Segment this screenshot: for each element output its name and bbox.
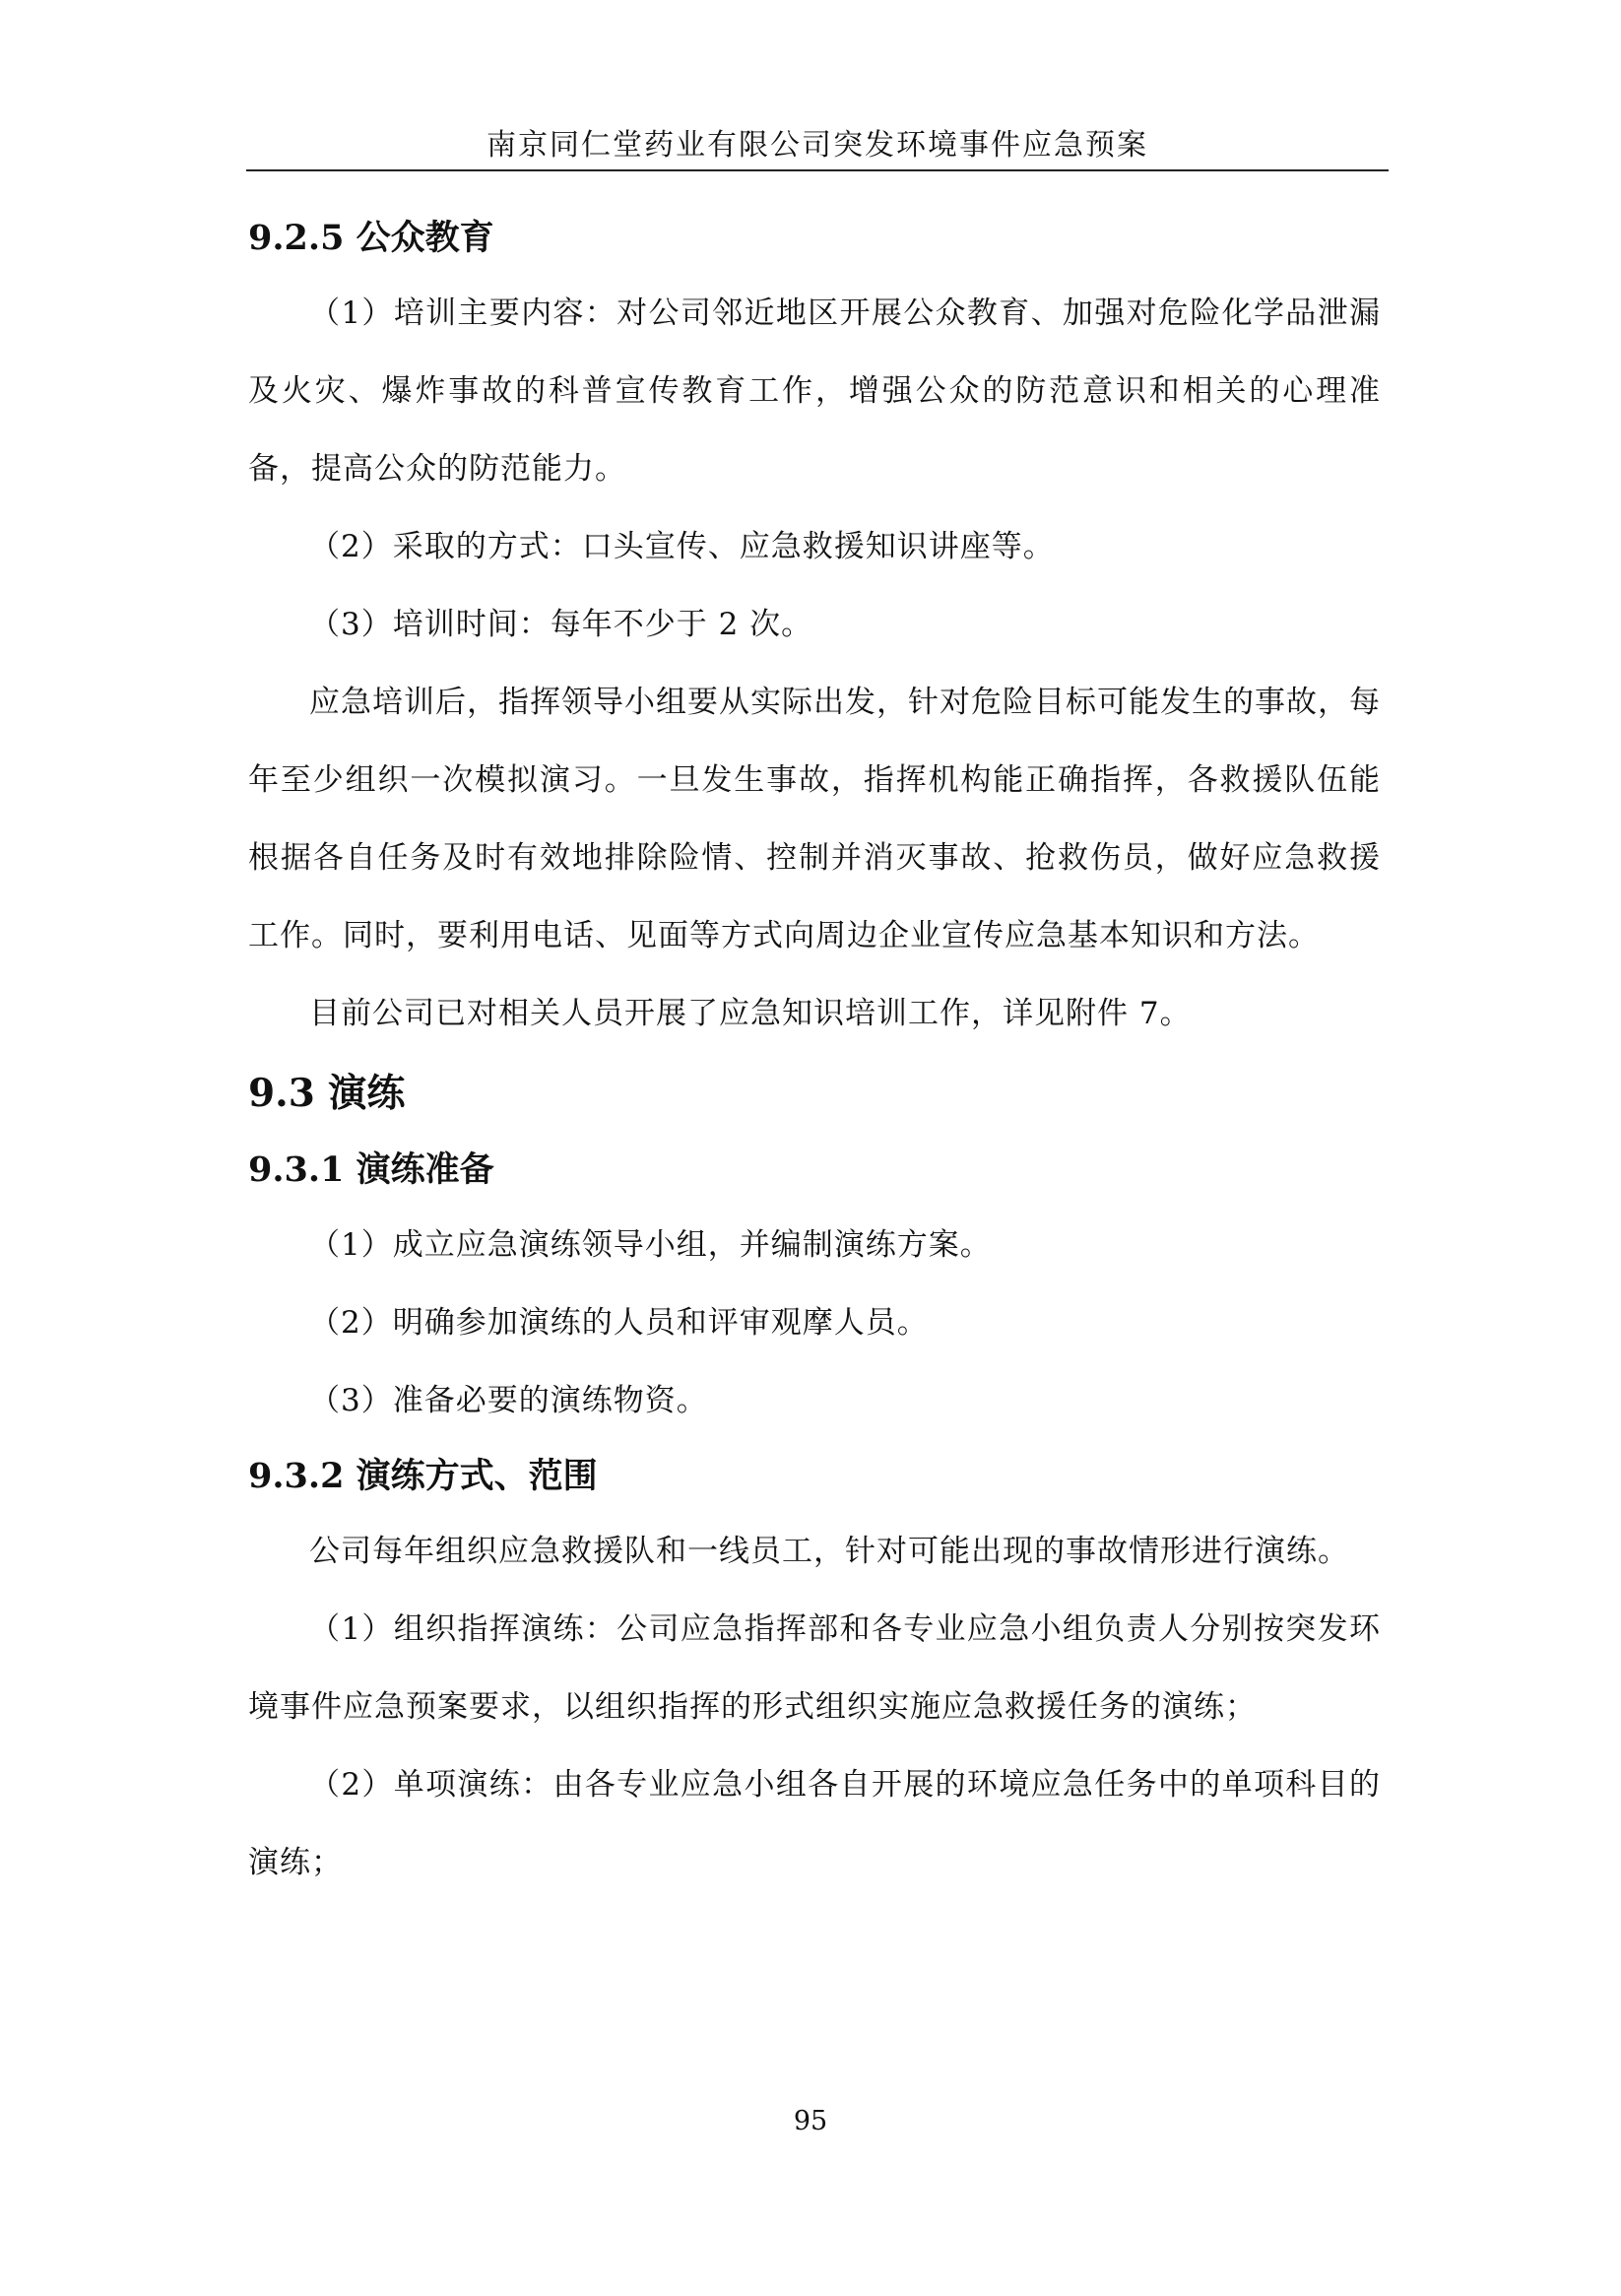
paragraph: 应急培训后，指挥领导小组要从实际出发，针对危险目标可能发生的事故，每年至少组织一次模拟演习。一旦发生事故，指挥机构能正确指挥，各救援队伍能根据各自任务及时有效地排除险情、控制并消灭事故、抢救伤员，做好应急救援工作。同时，要利用电话、见面等方式向周边企业宣传应急基本知识和方法。 bbox=[248, 685, 1381, 953]
page-number: 95 bbox=[793, 2106, 828, 2136]
header-rule bbox=[246, 169, 1389, 171]
paragraph: （1）组织指挥演练：公司应急指挥部和各专业应急小组负责人分别按突发环境事件应急预案要求，以组织指挥的形式组织实施应急救援任务的演练； bbox=[248, 1611, 1381, 1725]
paragraph: （3）准备必要的演练物资。 bbox=[309, 1383, 708, 1418]
paragraph: 公司每年组织应急救援队和一线员工，针对可能出现的事故情形进行演练。 bbox=[309, 1534, 1349, 1569]
paragraph: （1）培训主要内容：对公司邻近地区开展公众教育、加强对危险化学品泄漏及火灾、爆炸事故的科普宣传教育工作，增强公众的防范意识和相关的心理准备，提高公众的防范能力。 bbox=[248, 295, 1381, 487]
paragraph: （2）单项演练：由各专业应急小组各自开展的环境应急任务中的单项科目的演练； bbox=[248, 1767, 1381, 1880]
paragraph: 目前公司已对相关人员开展了应急知识培训工作，详见附件 7。 bbox=[309, 996, 1192, 1031]
paragraph: （2）明确参加演练的人员和评审观摩人员。 bbox=[309, 1305, 929, 1341]
section-heading-9-3: 9.3 演练 bbox=[248, 1071, 406, 1116]
paragraph: （2）采取的方式：口头宣传、应急救援知识讲座等。 bbox=[309, 529, 1055, 564]
section-heading-9-2-5: 9.2.5 公众教育 bbox=[248, 218, 494, 258]
page-body bbox=[248, 202, 1381, 1902]
paragraph: （1）成立应急演练领导小组，并编制演练方案。 bbox=[309, 1227, 992, 1263]
running-header: 南京同仁堂药业有限公司突发环境事件应急预案 bbox=[486, 128, 1148, 163]
paragraph: （3）培训时间：每年不少于 2 次。 bbox=[309, 607, 813, 642]
section-heading-9-3-1: 9.3.1 演练准备 bbox=[248, 1149, 494, 1190]
section-heading-9-3-2: 9.3.2 演练方式、范围 bbox=[248, 1456, 598, 1496]
